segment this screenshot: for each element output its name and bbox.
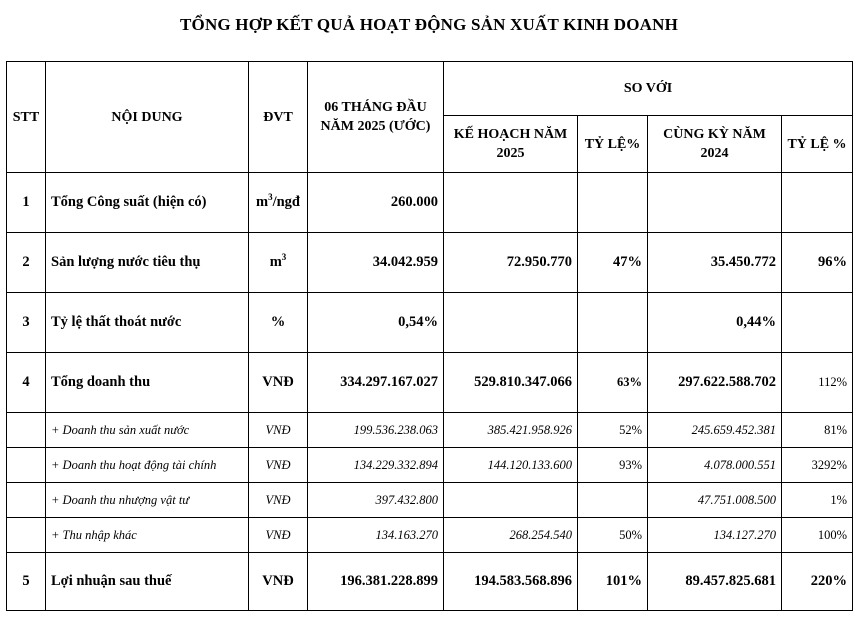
cell-value: 34.042.959 — [308, 233, 444, 293]
table-row — [7, 413, 853, 448]
unit-base: m — [255, 194, 269, 210]
cell-content: + Doanh thu hoạt động tài chính — [46, 448, 249, 483]
header-compare: SO VỚI — [444, 62, 853, 116]
cell-value: 397.432.800 — [308, 483, 444, 518]
cell-plan-pct: 93% — [578, 448, 648, 483]
cell-unit: VNĐ — [249, 553, 308, 611]
header-plan-pct: TỶ LỆ% — [578, 116, 648, 173]
table-row — [7, 173, 853, 233]
header-unit: ĐVT — [249, 62, 308, 173]
header-period: 06 THÁNG ĐẦU NĂM 2025 (ƯỚC) — [308, 62, 444, 173]
cell-plan: 529.810.347.066 — [444, 353, 578, 413]
cell-prev: 134.127.270 — [648, 518, 782, 553]
cell-unit — [249, 233, 308, 293]
cell-content: + Thu nhập khác — [46, 518, 249, 553]
cell-plan: 194.583.568.896 — [444, 553, 578, 611]
cell-plan-pct: 47% — [578, 233, 648, 293]
cell-plan-pct: 101% — [578, 553, 648, 611]
cell-prev: 245.659.452.381 — [648, 413, 782, 448]
cell-plan: 268.254.540 — [444, 518, 578, 553]
header-row-1 — [7, 62, 853, 116]
results-table — [6, 61, 853, 611]
table-row — [7, 448, 853, 483]
cell-prev: 89.457.825.681 — [648, 553, 782, 611]
cell-stt — [7, 518, 46, 553]
cell-value: 134.163.270 — [308, 518, 444, 553]
cell-plan: 72.950.770 — [444, 233, 578, 293]
cell-plan: 385.421.958.926 — [444, 413, 578, 448]
header-stt: STT — [7, 62, 46, 173]
cell-prev: 4.078.000.551 — [648, 448, 782, 483]
cell-prev-pct: 100% — [782, 518, 853, 553]
cell-value: 0,54% — [308, 293, 444, 353]
cell-prev-pct: 112% — [782, 353, 853, 413]
cell-plan-pct: 52% — [578, 413, 648, 448]
table-row — [7, 518, 853, 553]
cell-stt — [7, 483, 46, 518]
cell-prev-pct: 81% — [782, 413, 853, 448]
cell-prev — [648, 173, 782, 233]
cell-value: 199.536.238.063 — [308, 413, 444, 448]
cell-plan-pct — [578, 483, 648, 518]
cell-content: + Doanh thu sản xuất nước — [46, 413, 249, 448]
cell-value: 260.000 — [308, 173, 444, 233]
cell-unit — [249, 173, 308, 233]
cell-unit: VNĐ — [249, 483, 308, 518]
cell-stt: 4 — [7, 353, 46, 413]
unit-sup: 3 — [281, 252, 287, 263]
cell-plan-pct: 50% — [578, 518, 648, 553]
cell-plan — [444, 173, 578, 233]
cell-stt — [7, 448, 46, 483]
cell-value: 134.229.332.894 — [308, 448, 444, 483]
page-title: TỔNG HỢP KẾT QUẢ HOẠT ĐỘNG SẢN XUẤT KINH DOANH — [179, 15, 679, 34]
cell-prev-pct: 3292% — [782, 448, 853, 483]
cell-prev-pct — [782, 293, 853, 353]
cell-unit: VNĐ — [249, 518, 308, 553]
cell-content: Tổng doanh thu — [46, 353, 249, 413]
cell-content: Tỷ lệ thất thoát nước — [46, 293, 249, 353]
header-content: NỘI DUNG — [46, 62, 249, 173]
table-row — [7, 233, 853, 293]
cell-value: 334.297.167.027 — [308, 353, 444, 413]
cell-content: Lợi nhuận sau thuế — [46, 553, 249, 611]
cell-stt: 2 — [7, 233, 46, 293]
cell-prev-pct: 220% — [782, 553, 853, 611]
header-prev: CÙNG KỲ NĂM 2024 — [648, 116, 782, 173]
unit-sup: 3 — [268, 192, 273, 203]
table-row — [7, 483, 853, 518]
cell-prev: 47.751.008.500 — [648, 483, 782, 518]
table-row — [7, 293, 853, 353]
cell-plan-pct — [578, 173, 648, 233]
table-row — [7, 353, 853, 413]
cell-unit: VNĐ — [249, 448, 308, 483]
cell-plan: 144.120.133.600 — [444, 448, 578, 483]
cell-prev-pct: 96% — [782, 233, 853, 293]
cell-stt — [7, 413, 46, 448]
cell-plan-pct — [578, 293, 648, 353]
cell-content: Tổng Công suất (hiện có) — [46, 173, 249, 233]
unit-base: m — [269, 254, 282, 270]
cell-prev: 297.622.588.702 — [648, 353, 782, 413]
cell-plan — [444, 483, 578, 518]
cell-prev: 35.450.772 — [648, 233, 782, 293]
cell-value: 196.381.228.899 — [308, 553, 444, 611]
cell-plan — [444, 293, 578, 353]
cell-stt: 3 — [7, 293, 46, 353]
cell-plan-pct: 63% — [578, 353, 648, 413]
cell-content: + Doanh thu nhượng vật tư — [46, 483, 249, 518]
cell-stt: 5 — [7, 553, 46, 611]
cell-prev-pct: 1% — [782, 483, 853, 518]
cell-content: Sản lượng nước tiêu thụ — [46, 233, 249, 293]
header-plan: KẾ HOẠCH NĂM 2025 — [444, 116, 578, 173]
cell-unit: VNĐ — [249, 353, 308, 413]
unit-tail: /ngđ — [272, 194, 300, 210]
cell-prev: 0,44% — [648, 293, 782, 353]
cell-prev-pct — [782, 173, 853, 233]
table-row — [7, 553, 853, 611]
cell-stt: 1 — [7, 173, 46, 233]
header-prev-pct: TỶ LỆ % — [782, 116, 853, 173]
cell-unit: VNĐ — [249, 413, 308, 448]
cell-unit: % — [249, 293, 308, 353]
